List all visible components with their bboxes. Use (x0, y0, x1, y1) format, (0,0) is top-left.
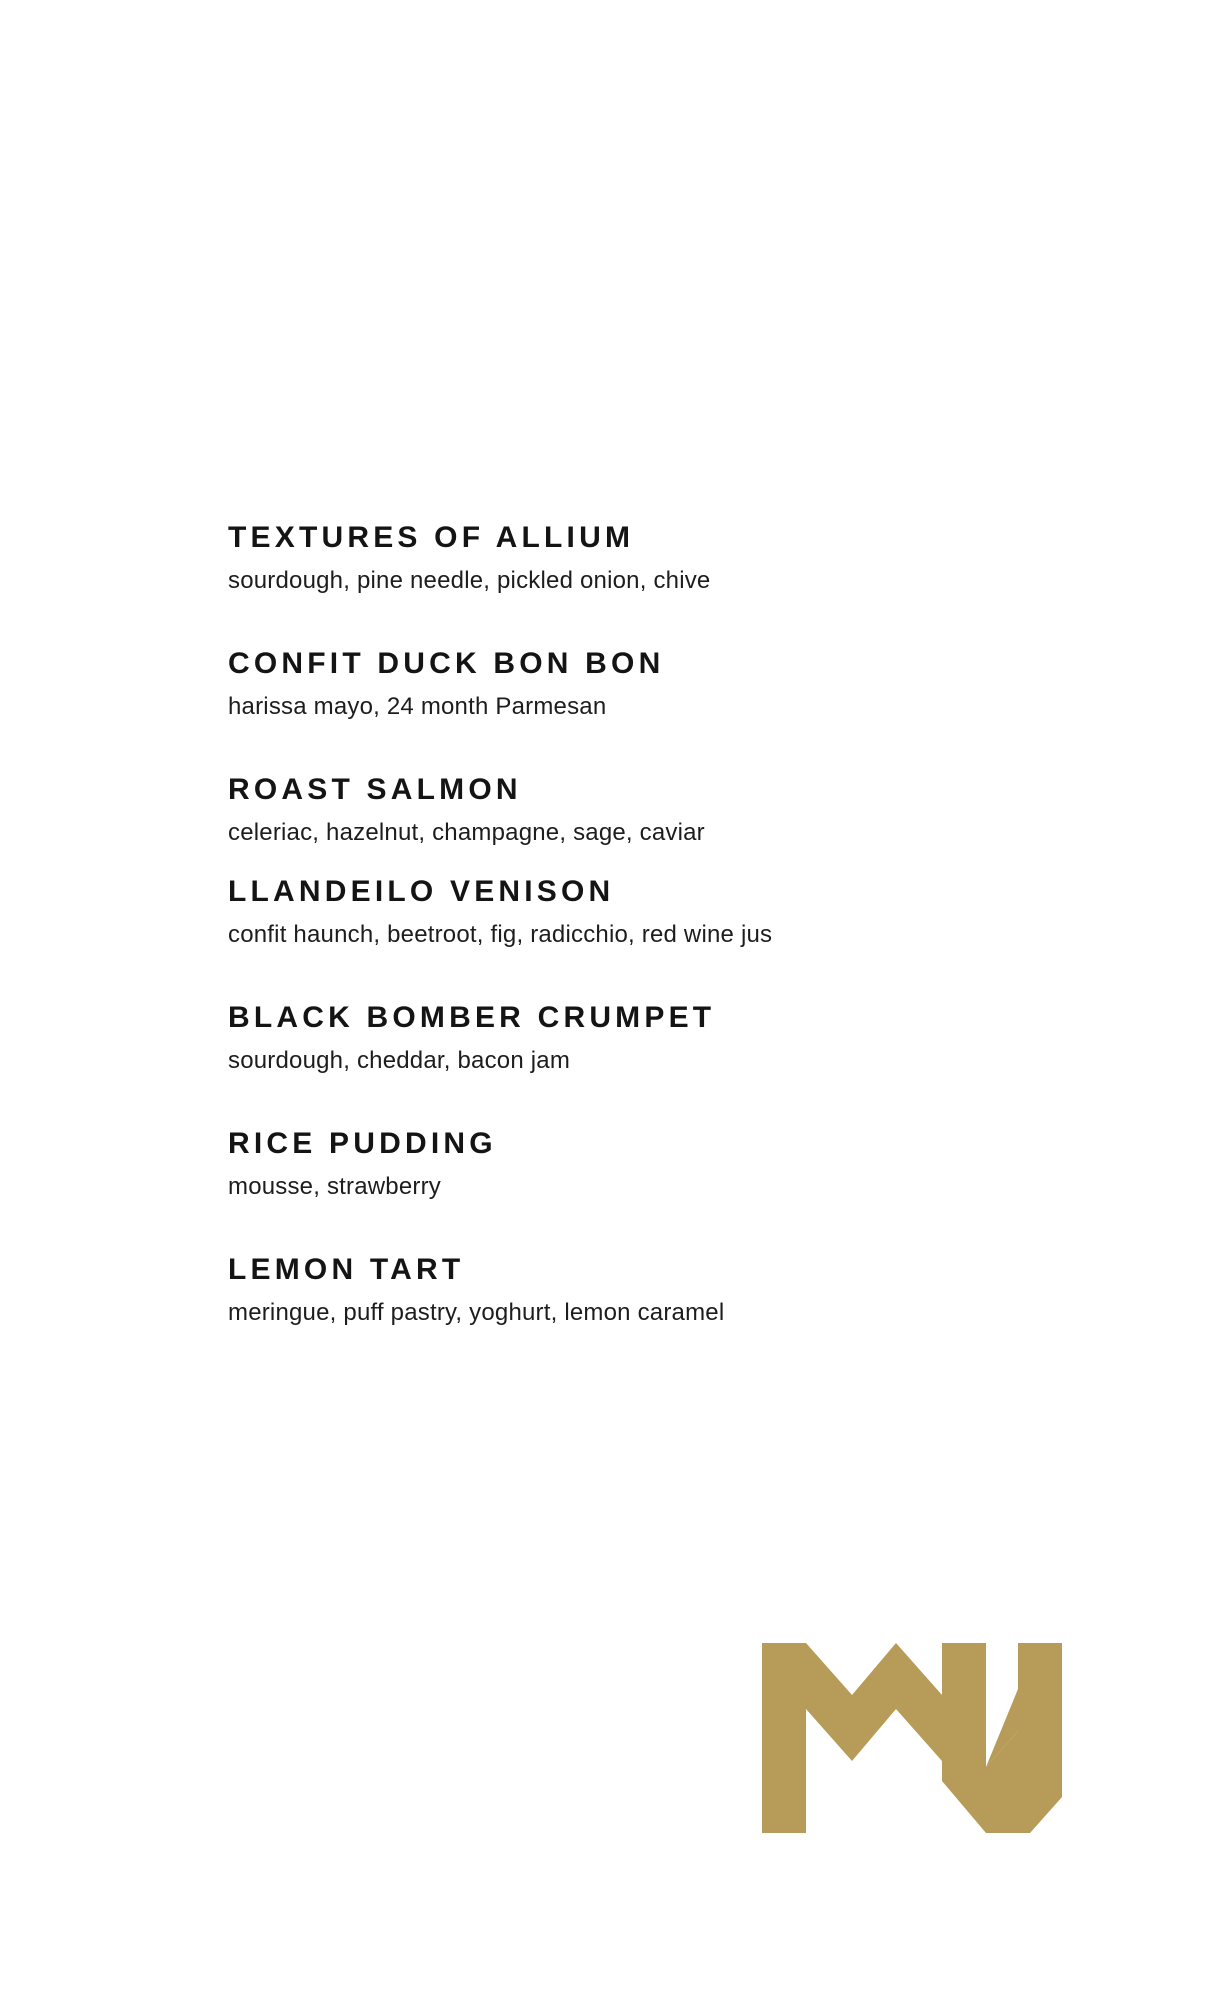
course-name: CONFIT DUCK BON BON (228, 647, 665, 680)
course-name: LLANDEILO VENISON (228, 875, 615, 908)
course-description: confit haunch, beetroot, fig, radicchio, red wine jus (228, 921, 773, 948)
course-description: sourdough, pine needle, pickled onion, chive (228, 567, 711, 594)
course-name: TEXTURES OF ALLIUM (228, 521, 635, 554)
course-description: meringue, puff pastry, yoghurt, lemon caramel (228, 1299, 725, 1326)
course-name: RICE PUDDING (228, 1127, 497, 1160)
course-description: celeriac, hazelnut, champagne, sage, caviar (228, 819, 705, 846)
menu-course-item (228, 1126, 1088, 1202)
menu-course-item (228, 646, 1088, 722)
course-name: ROAST SALMON (228, 773, 522, 806)
menu-course-item (228, 1252, 1088, 1328)
menu-course-list (228, 520, 1088, 1378)
course-name: LEMON TART (228, 1253, 465, 1286)
brand-logo (762, 1643, 1062, 1863)
menu-course-item (228, 874, 1088, 950)
course-name: BLACK BOMBER CRUMPET (228, 1001, 716, 1034)
menu-course-item (228, 520, 1088, 596)
course-description: sourdough, cheddar, bacon jam (228, 1047, 571, 1074)
menu-course-item (228, 1000, 1088, 1076)
course-description: harissa mayo, 24 month Parmesan (228, 693, 607, 720)
menu-course-item (228, 772, 1088, 848)
course-description: mousse, strawberry (228, 1173, 441, 1200)
